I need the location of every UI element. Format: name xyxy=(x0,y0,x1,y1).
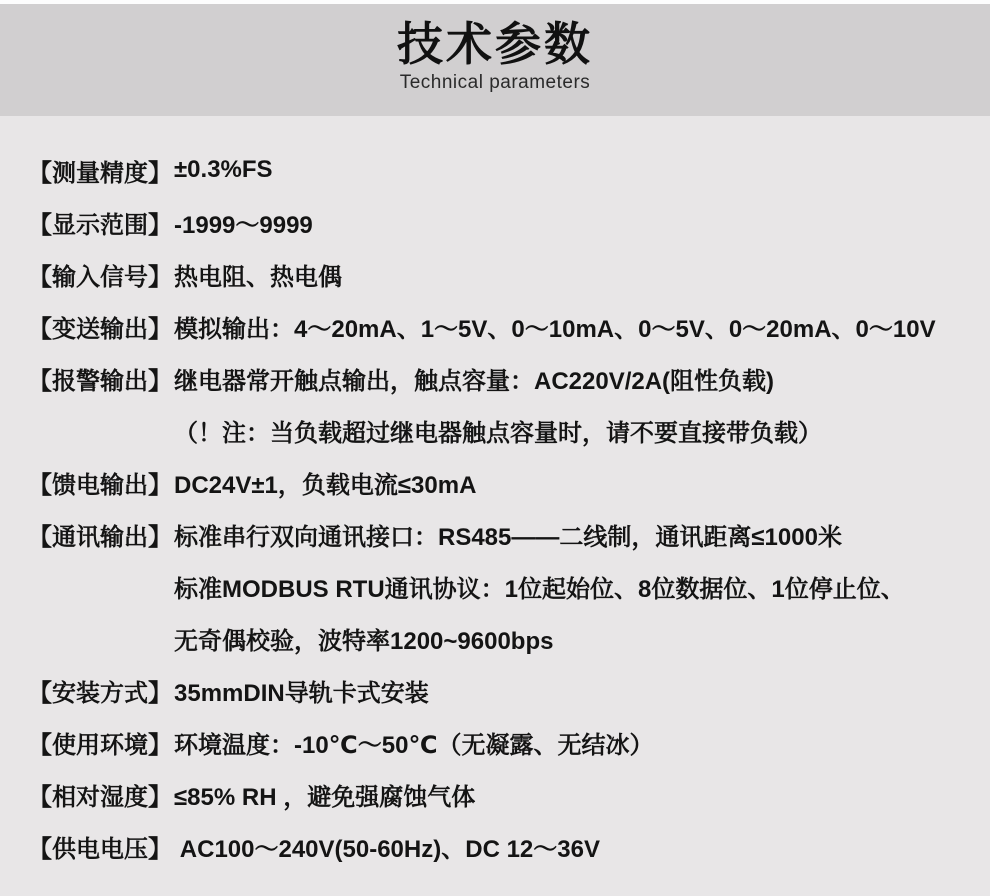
spec-value: （！注：当负载超过继电器触点容量时，请不要直接带负载） xyxy=(174,419,822,447)
spec-value: DC24V±1，负载电流≤30mA xyxy=(174,471,477,499)
spec-label: 【显示范围】 xyxy=(28,211,172,239)
spec-row-comm-baud xyxy=(28,612,972,664)
spec-value: AC100～240V(50-60Hz)、DC 12～36V xyxy=(174,835,600,863)
spec-label: 【报警输出】 xyxy=(28,367,172,395)
spec-row-input-signal xyxy=(28,248,972,300)
spec-row-power-supply xyxy=(28,820,972,872)
spec-label: 【供电电压】 xyxy=(28,835,172,863)
spec-value: 无奇偶校验，波特率1200~9600bps xyxy=(174,627,554,655)
spec-value: 热电阻、热电偶 xyxy=(174,263,342,291)
spec-value: 继电器常开触点输出，触点容量：AC220V/2A(阻性负载) xyxy=(174,367,775,395)
spec-label: 【使用环境】 xyxy=(28,731,172,759)
spec-value: -1999～9999 xyxy=(174,211,313,239)
spec-value: 环境温度：-10℃～50℃（无凝露、无结冰） xyxy=(174,731,654,759)
spec-value: 35mmDIN导轨卡式安装 xyxy=(174,679,429,707)
spec-row-measure-accuracy xyxy=(28,144,972,196)
spec-label: 【输入信号】 xyxy=(28,263,172,291)
spec-row-comm-protocol xyxy=(28,560,972,612)
spec-label: 【相对湿度】 xyxy=(28,783,172,811)
spec-value: ±0.3%FS xyxy=(174,156,273,183)
spec-row-mounting xyxy=(28,664,972,716)
spec-label: 【安装方式】 xyxy=(28,679,172,707)
spec-value: 标准MODBUS RTU通讯协议：1位起始位、8位数据位、1位停止位、 xyxy=(174,575,905,603)
spec-row-transmit-output xyxy=(28,300,972,352)
spec-label: 【变送输出】 xyxy=(28,315,172,343)
spec-value: 标准串行双向通讯接口：RS485——二线制，通讯距离≤1000米 xyxy=(174,523,842,551)
spec-label: 【馈电输出】 xyxy=(28,471,172,499)
spec-label: 【测量精度】 xyxy=(28,159,172,187)
page-subtitle: Technical parameters xyxy=(399,71,591,93)
page-title: 技术参数 xyxy=(397,18,593,70)
spec-row-alarm-output xyxy=(28,352,972,404)
spec-row-feed-output xyxy=(28,456,972,508)
spec-value: ≤85% RH ，避免强腐蚀气体 xyxy=(174,783,476,811)
spec-row-humidity xyxy=(28,768,972,820)
spec-row-comm-output xyxy=(28,508,972,560)
spec-row-display-range xyxy=(28,196,972,248)
spec-row-alarm-note xyxy=(28,404,972,456)
spec-row-environment xyxy=(28,716,972,768)
spec-value: 模拟输出：4～20mA、1～5V、0～10mA、0～5V、0～20mA、0～10V xyxy=(174,315,936,343)
header xyxy=(0,4,990,116)
spec-list xyxy=(0,116,990,896)
spec-label: 【通讯输出】 xyxy=(28,523,172,551)
